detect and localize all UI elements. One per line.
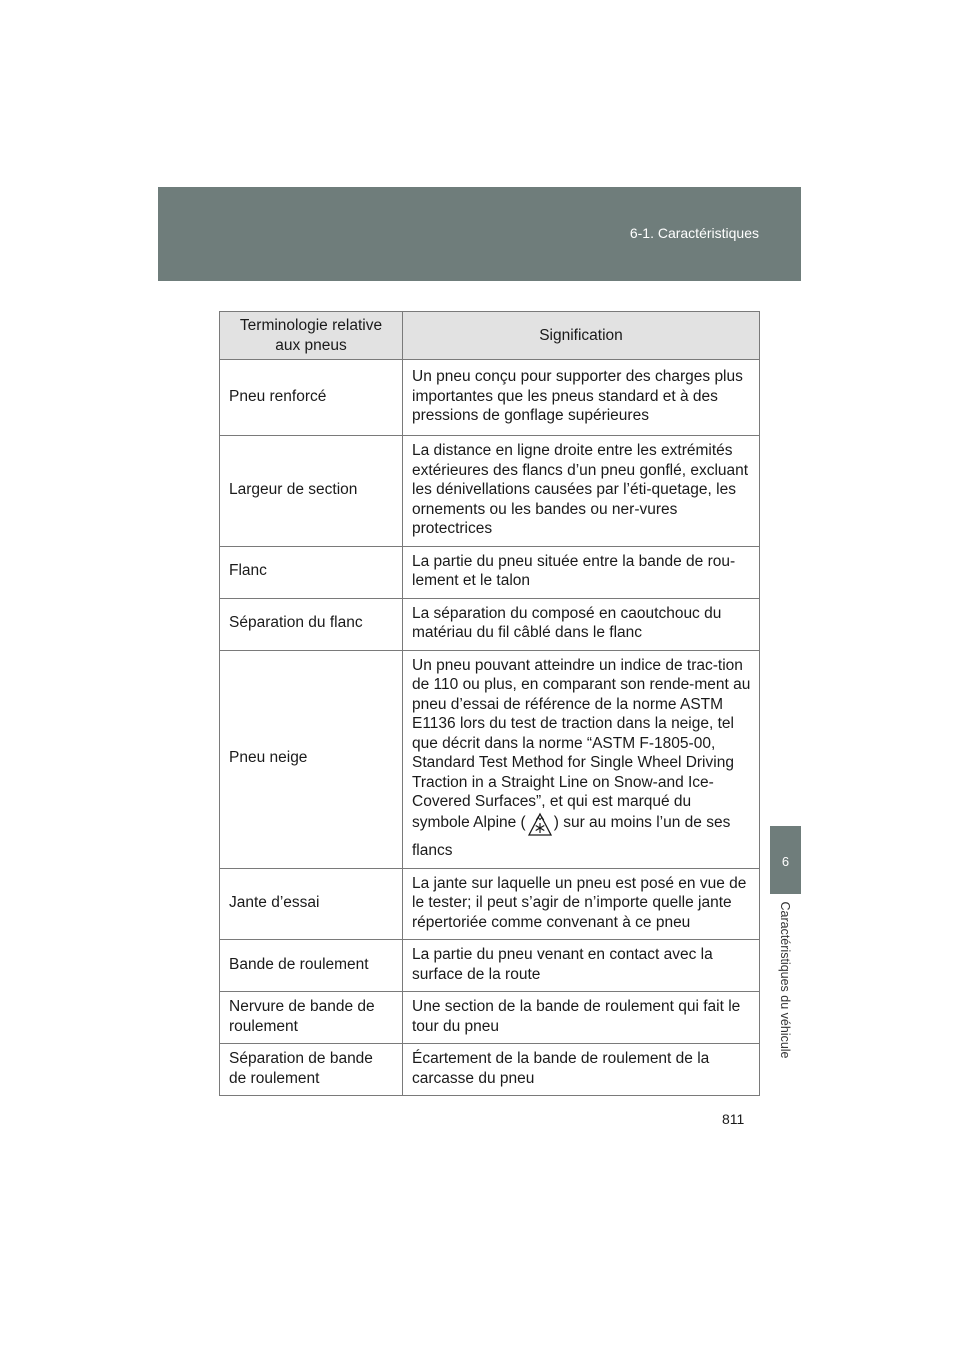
table-header-row [220,312,760,360]
term-cell: Largeur de section [220,436,403,547]
table-row [220,868,760,940]
table-row [220,650,760,868]
term-cell: Jante d’essai [220,868,403,940]
table-row [220,992,760,1044]
alpine-snowflake-mountain-icon [528,812,552,842]
table-row [220,360,760,436]
meaning-cell: La jante sur laquelle un pneu est posé en vue de le tester; il peut s’agir de n’importe quelle jante répertoriée comme convenant à ce pneu [403,868,760,940]
meaning-text: Un pneu pouvant atteindre un indice de trac-tion de 110 ou plus, en comparant son rende-ment au pneu d’essai de référence de la norme ASTM E1136 lors du test de traction dans la neige, tel que décrit dans la norme “ASTM F-1805-00, Standard Test Method for Single Wheel Driving Traction in a Straight Line on Snow-and Ice-Covered Surfaces”, et qui est marqué du symbole Alpine ( [412,656,751,831]
table-row [220,598,760,650]
meaning-text-after-icon: ) sur au moins l’un de ses flancs [412,813,731,859]
term-cell: Bande de roulement [220,940,403,992]
term-cell: Pneu renforcé [220,360,403,436]
term-cell: Séparation du flanc [220,598,403,650]
chapter-tab [770,826,801,894]
tire-terminology-table [219,311,760,1096]
table-row [220,436,760,547]
meaning-cell: La distance en ligne droite entre les extrémités extérieures des flancs d’un pneu gonflé, excluant les dénivellations causées par l’éti-quetage, les ornements ou les bandes ou ner-vures protectrices [403,436,760,547]
term-cell: Pneu neige [220,650,403,868]
table-row [220,940,760,992]
header-meaning: Signification [403,312,760,360]
meaning-cell: La séparation du composé en caoutchouc du matériau du fil câblé dans le flanc [403,598,760,650]
term-cell: Séparation de bande de roulement [220,1044,403,1096]
table-row [220,1044,760,1096]
meaning-cell: Une section de la bande de roulement qui fait le tour du pneu [403,992,760,1044]
header-term: Terminologie relative aux pneus [220,312,403,360]
section-title: 6-1. Caractéristiques [629,225,759,241]
chapter-label: Caractéristiques du véhicule [778,901,792,1059]
chapter-number: 6 [781,854,790,869]
meaning-cell: La partie du pneu située entre la bande de rou-lement et le talon [403,546,760,598]
meaning-cell: Écartement de la bande de roulement de la carcasse du pneu [403,1044,760,1096]
meaning-cell: La partie du pneu venant en contact avec la surface de la route [403,940,760,992]
table-row [220,546,760,598]
term-cell: Flanc [220,546,403,598]
meaning-cell [403,650,760,868]
header-bar [158,187,801,281]
term-cell: Nervure de bande de roulement [220,992,403,1044]
page-number: 811 [722,1111,745,1127]
meaning-cell: Un pneu conçu pour supporter des charges plus importantes que les pneus standard et à des pressions de gonflage supérieures [403,360,760,436]
